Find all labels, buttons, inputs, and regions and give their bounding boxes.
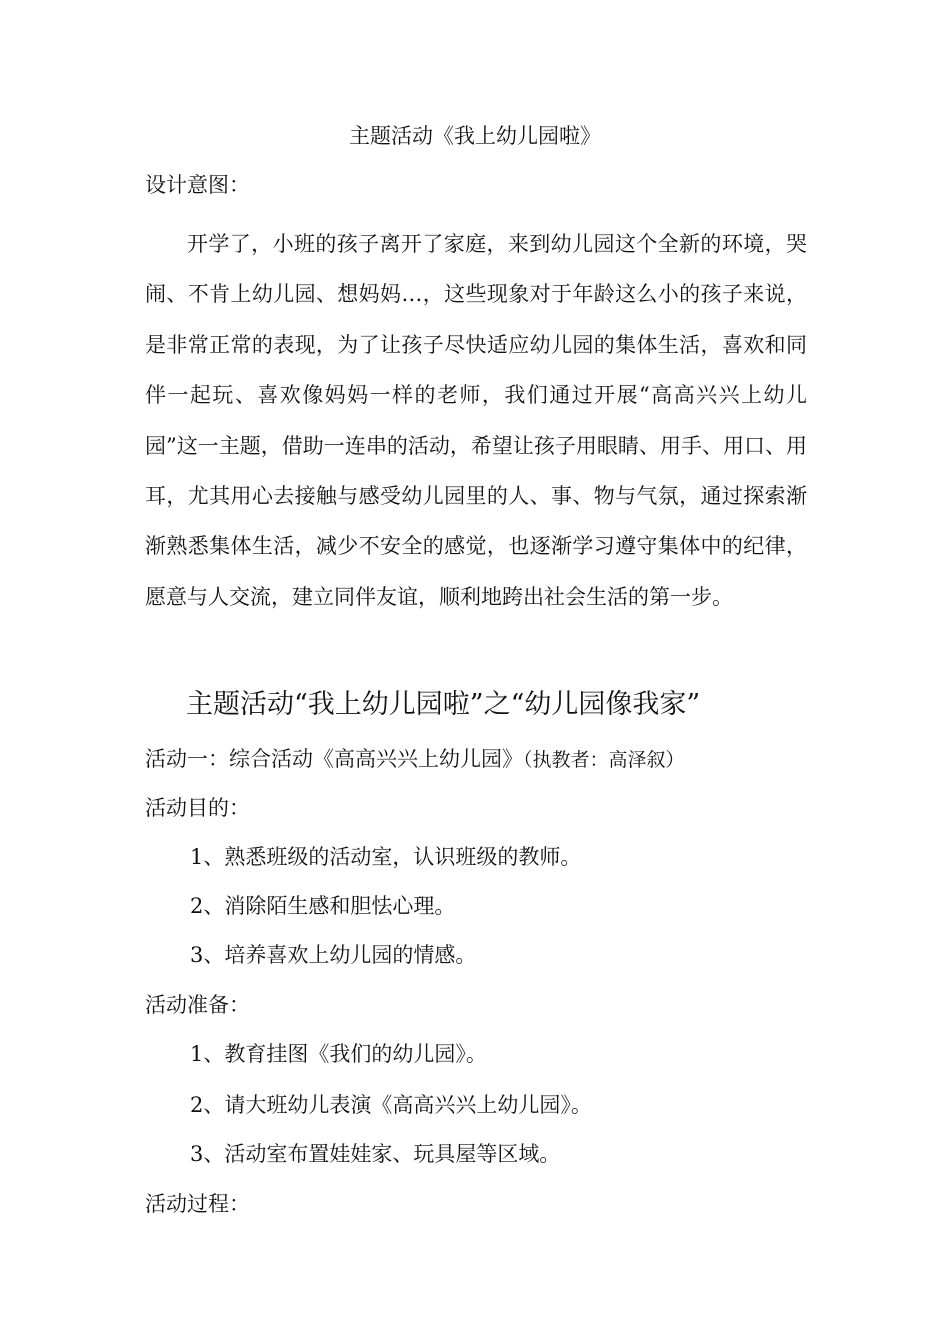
process-label: 活动过程：	[145, 1192, 250, 1216]
design-intent-label: 设计意图：	[145, 173, 250, 197]
goal-item: 3、培养喜欢上幼儿园的情感。	[190, 943, 477, 967]
document-title: 主题活动《我上幼儿园啦》	[349, 124, 601, 148]
goals-label: 活动目的：	[145, 796, 250, 820]
prep-label: 活动准备：	[145, 993, 250, 1017]
design-intent-paragraph: 开学了，小班的孩子离开了家庭，来到幼儿园这个全新的环境，哭闹、不肯上幼儿园、想妈妈…，这些现象对于年龄这么小的孩子来说，是非常正常的表现，为了让孩子尽快适应幼儿园的集体生活，喜欢和同伴一起玩、喜欢像妈妈一样的老师，我们通过开展“高高兴兴上幼儿园”这一主题，借助一连串的活动，希望让孩子用眼睛、用手、用口、用耳，尤其用心去接触与感受幼儿园里的人、事、物与气氛，通过探索渐渐熟悉集体生活，减少不安全的感觉，也逐渐学习遵守集体中的纪律，愿意与人交流，建立同伴友谊，顺利地跨出社会生活的第一步。	[145, 232, 807, 609]
activity-one-teacher: （执教者：高泽叙）	[523, 749, 685, 771]
goal-item: 1、熟悉班级的活动室，认识班级的教师。	[190, 845, 582, 869]
theme-subheading: 主题活动“我上幼儿园啦”之“幼儿园像我家”	[186, 689, 701, 720]
goal-item: 2、消除陌生感和胆怯心理。	[190, 894, 456, 918]
activity-one-heading	[145, 744, 685, 775]
prep-item: 3、活动室布置娃娃家、玩具屋等区域。	[190, 1142, 561, 1166]
prep-item: 1、教育挂图《我们的幼儿园》。	[190, 1042, 487, 1066]
activity-one-name: 活动一：综合活动《高高兴兴上幼儿园》	[145, 747, 523, 771]
prep-item: 2、请大班幼儿表演《高高兴兴上幼儿园》。	[190, 1093, 592, 1117]
